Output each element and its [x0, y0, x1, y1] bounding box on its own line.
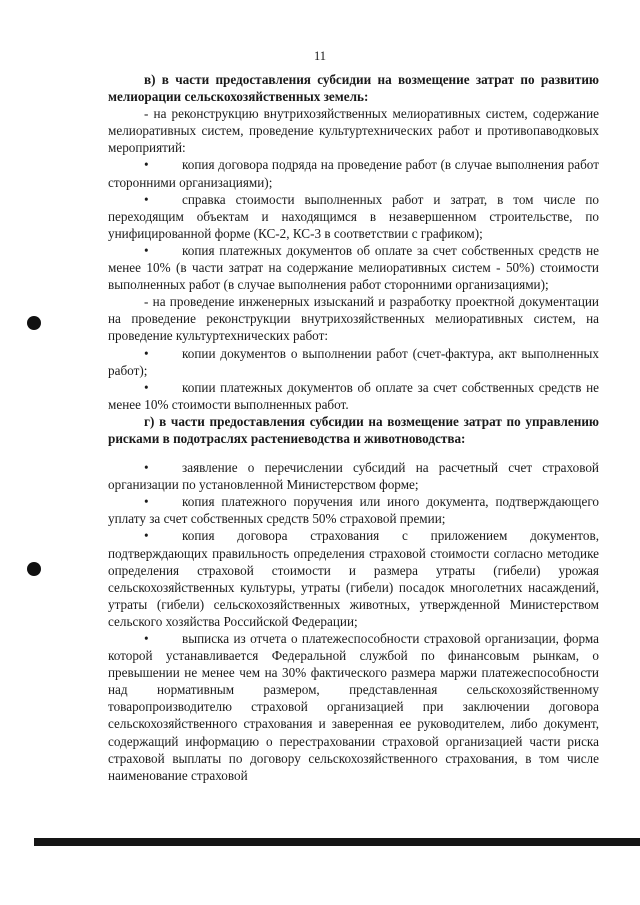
- bullet-item: [108, 345, 599, 379]
- bullet-text: копии платежных документов об оплате за счет собственных средств не менее 10% стоимости выполненных работ.: [108, 379, 599, 412]
- bullet-text: заявление о перечислении субсидий на расчетный счет страховой организации по установленной Министерством форме;: [108, 460, 599, 493]
- section-v-heading: в) в части предоставления субсидии на возмещение затрат по развитию мелиорации сельскохозяйственных земель:: [108, 72, 599, 105]
- bullet-text: копия платежного поручения или иного документа, подтверждающего уплату за счет собственных средств 50% страховой премии;: [108, 494, 599, 527]
- bullet-icon: •: [144, 631, 149, 646]
- section-g-heading: г) в части предоставления субсидии на возмещение затрат по управлению рисками в подотраслях растениеводства и животноводства:: [108, 413, 599, 446]
- document-body: [108, 71, 599, 784]
- bullet-text: копия договора подряда на проведение работ (в случае выполнения работ сторонними организациями);: [108, 157, 599, 190]
- scan-edge-bar: [34, 838, 640, 846]
- bullet-item: [108, 156, 599, 190]
- section-v-dash-item: - на реконструкцию внутрихозяйственных мелиоративных систем, содержание мелиоративных систем, проведение культуртехнических работ и противопаводковых мероприятий:: [108, 106, 599, 156]
- bullet-item: [108, 527, 599, 630]
- bullet-item: [108, 630, 599, 784]
- bullet-text: копия платежных документов об оплате за счет собственных средств не менее 10% (в части затрат на содержание мелиоративных систем - 50%) стоимости выполненных работ (в случае выполнения работ сторонними организациями);: [108, 242, 599, 293]
- bullet-icon: •: [144, 379, 149, 395]
- binder-hole-mark: [27, 562, 41, 576]
- section-v-dash-item: - на проведение инженерных изысканий и разработку проектной документации на проведение реконструкции внутрихозяйственных мелиоративных систем, на проведение культуртехнических работ:: [108, 294, 599, 344]
- bullet-icon: •: [144, 528, 149, 544]
- bullet-item: [108, 379, 599, 413]
- bullet-item: [108, 459, 599, 493]
- bullet-icon: •: [144, 494, 149, 510]
- bullet-icon: •: [144, 157, 149, 173]
- bullet-text: справка стоимости выполненных работ и затрат, в том числе по переходящим объектам и находящимся в незавершенном строительстве, по унифицированной форме (КС-2, КС-3 в соответствии с графиком);: [108, 191, 599, 241]
- bullet-text: копии документов о выполнении работ (счет-фактура, акт выполненных работ);: [108, 345, 599, 378]
- bullet-text: выписка из отчета о платежеспособности страховой организации, форма которой устанавливается Федеральной службой по финансовым рынкам, о превышении не менее чем на 30% фактического размера маржи платежеспособности над нормативным размером, представленная сельскохозяйственному товаропроизводителю страховой организацией при заключении договора сельскохозяйственного страхования и заверенная ее руководителем, либо документ, содержащий информацию о перестраховании страховой организацией части риска страховой выплаты по договору сельскохозяйственного страхования, в том числе наименование страховой: [108, 631, 599, 783]
- bullet-icon: •: [144, 242, 149, 258]
- bullet-icon: •: [144, 191, 149, 207]
- binder-hole-mark: [27, 316, 41, 330]
- bullet-item: [108, 242, 599, 293]
- bullet-icon: •: [144, 345, 149, 361]
- bullet-icon: •: [144, 460, 149, 476]
- bullet-text: копия договора страхования с приложением документов, подтверждающих правильность определения страховой стоимости согласно методике определения страховой стоимости и размера утраты (гибели) урожая сельскохозяйственных культуры, утраты (гибели) посадок многолетних насаждений, утраты (гибели) сельскохозяйственных животных, утвержденной Министерством сельского хозяйства Российской Федерации;: [108, 528, 599, 629]
- bullet-item: [108, 191, 599, 242]
- bullet-item: [108, 493, 599, 527]
- page-number: 11: [313, 49, 327, 63]
